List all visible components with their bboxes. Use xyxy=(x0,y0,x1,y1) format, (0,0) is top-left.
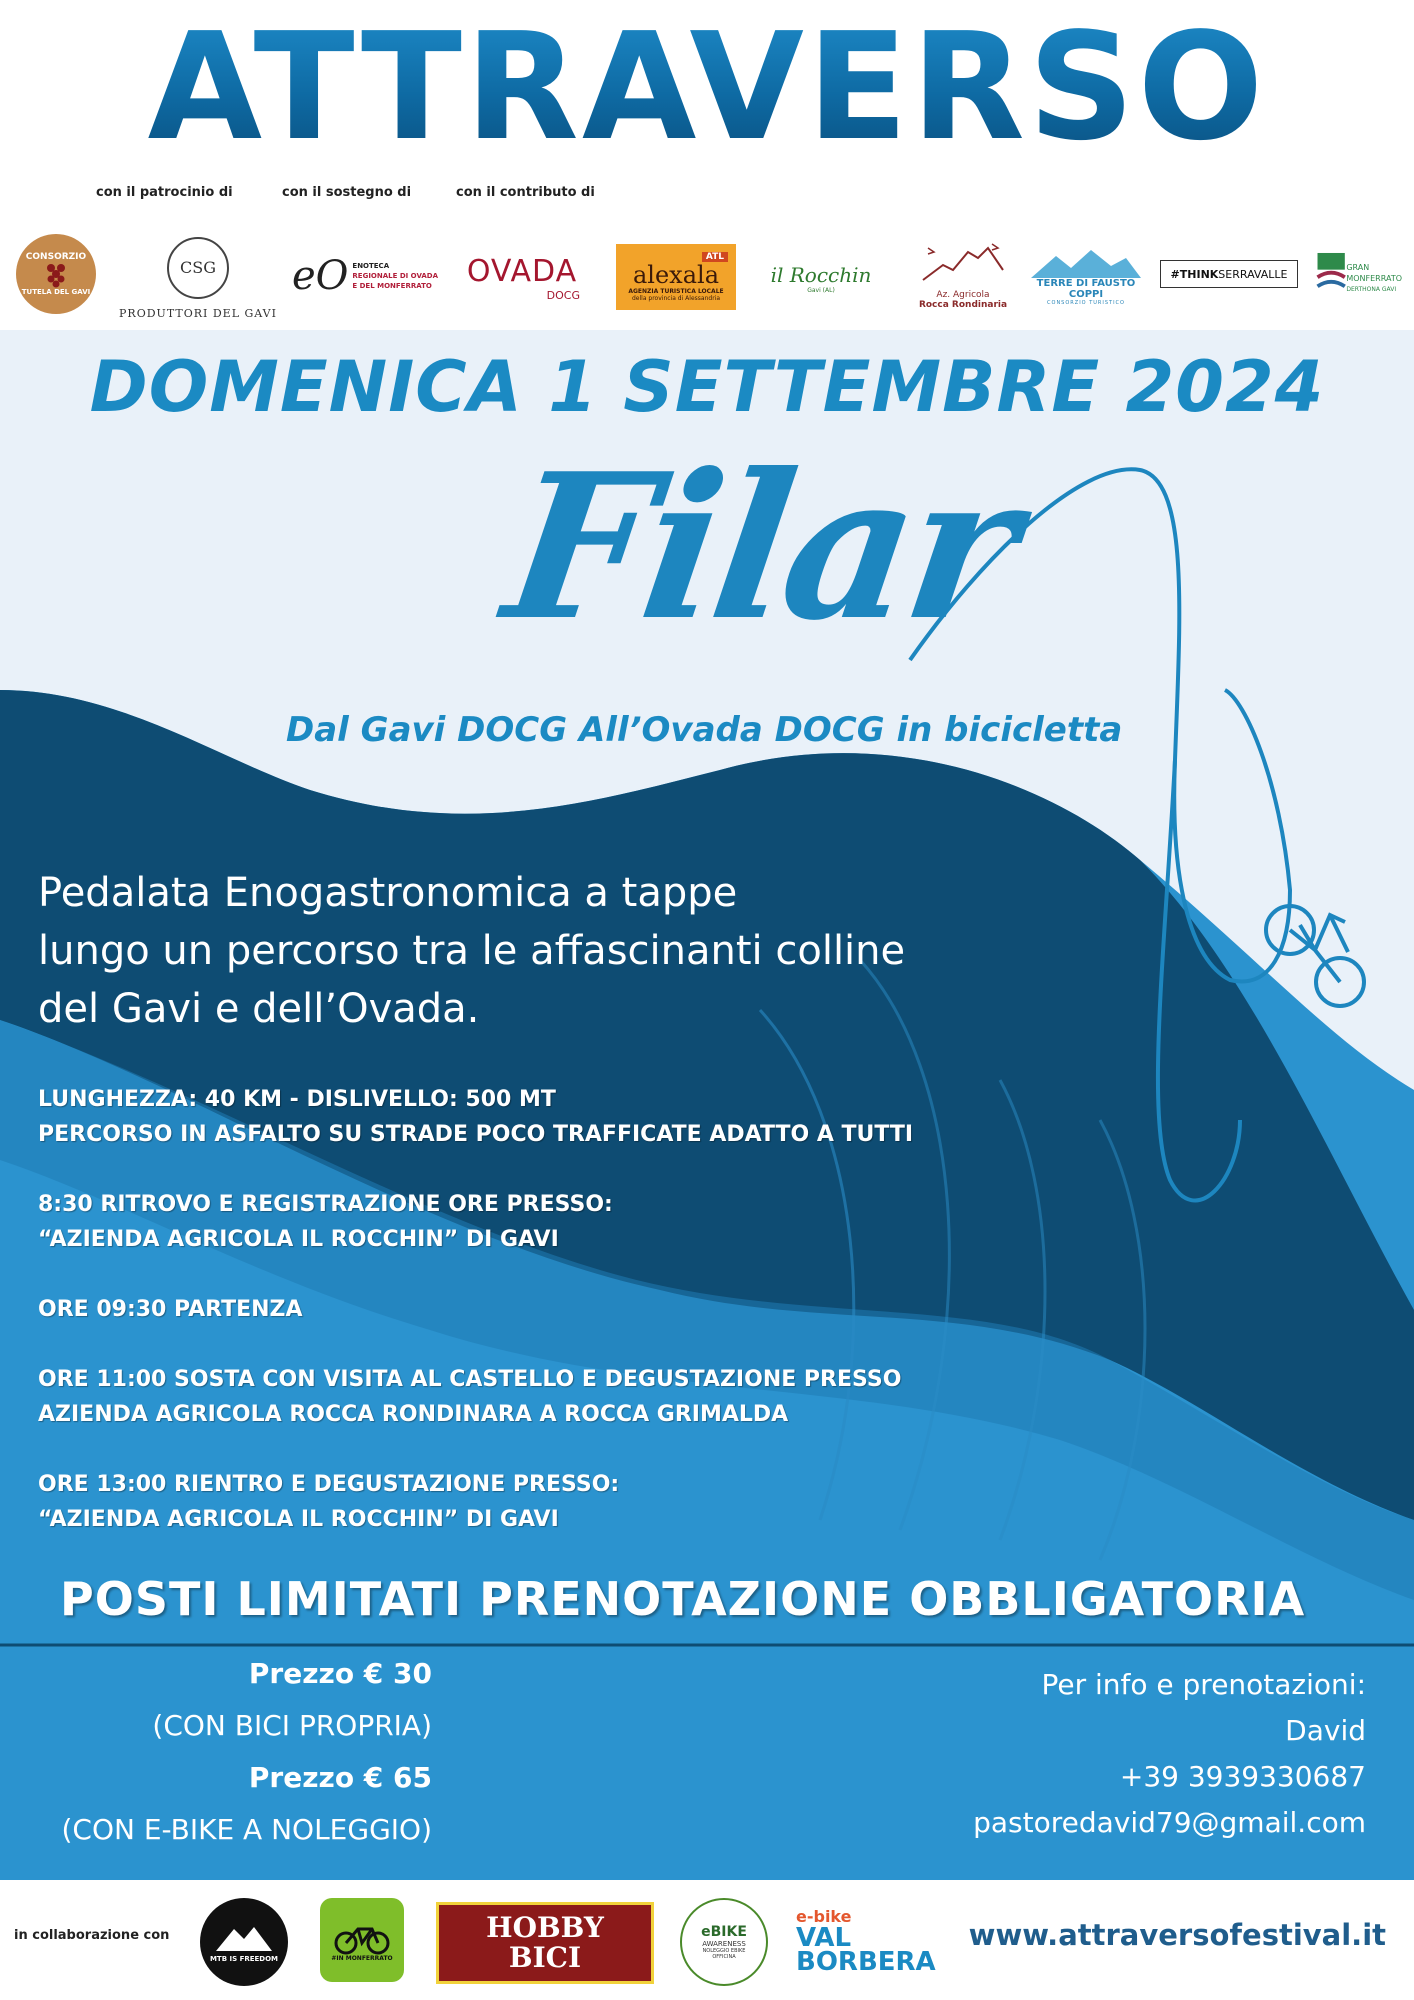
detail-meeting-place: “AZIENDA AGRICOLA IL ROCCHIN” DI GAVI xyxy=(38,1227,559,1252)
ovada-name: OVADA xyxy=(466,254,578,289)
contact-email[interactable]: pastoredavid79@gmail.com xyxy=(973,1806,1366,1839)
ebike-awareness-logo xyxy=(680,1898,768,1986)
enoteca-mark: eO xyxy=(291,253,349,299)
intro-line: lungo un percorso tra le affascinanti colline xyxy=(38,928,906,974)
rondinaria-logo xyxy=(908,230,1018,320)
granmonferrato-line2: MONFERRATO xyxy=(1346,273,1402,283)
contact-block xyxy=(846,1662,1366,1846)
rocchin-name: il Rocchin xyxy=(770,262,872,287)
event-subtitle: Dal Gavi DOCG All’Ovada DOCG in bicicletta xyxy=(286,710,1123,750)
mtb-logo xyxy=(200,1898,288,1986)
castle-icon xyxy=(918,240,1008,290)
price-block xyxy=(12,1648,432,1856)
alexala-tag: ATL xyxy=(702,252,728,262)
detail-route: PERCORSO IN ASFALTO SU STRADE POCO TRAFFICATE ADATTO A TUTTI xyxy=(38,1122,914,1147)
alexala-name: alexala xyxy=(632,261,719,289)
festival-title: ATTRAVERSO xyxy=(0,6,1414,169)
patrocinio-label: con il patrocinio di xyxy=(96,185,233,200)
contact-name: David xyxy=(1285,1714,1366,1747)
rocchin-logo xyxy=(756,258,886,298)
serravalle-name: SERRAVALLE xyxy=(1218,267,1288,281)
granmonferrato-line1: GRAN xyxy=(1346,262,1370,272)
detail-meeting: 8:30 RITROVO E REGISTRAZIONE ORE PRESSO: xyxy=(38,1192,613,1217)
ebike-aw-line4: OFFICINA xyxy=(712,1954,736,1960)
mountain-bike-icon xyxy=(214,1921,274,1955)
detail-stop-place: AZIENDA AGRICOLA ROCCA RONDINARA A ROCCA GRIMALDA xyxy=(38,1402,789,1427)
consorzio-logo xyxy=(16,234,96,314)
price-own-bike: Prezzo € 30 xyxy=(248,1657,432,1690)
contributo-label: con il contributo di xyxy=(456,185,595,200)
hobby-line1: HOBBY xyxy=(486,1911,604,1944)
granmonferrato-line3: DERTHONA GAVI xyxy=(1346,285,1397,293)
detail-length: LUNGHEZZA: 40 KM - DISLIVELLO: 500 MT xyxy=(38,1087,556,1112)
ebike-aw-line3: NOLEGGIO EBIKE xyxy=(702,1948,746,1954)
rondinaria-line1: Az. Agricola xyxy=(936,290,990,300)
landscape-icon xyxy=(1316,243,1346,313)
event-details xyxy=(38,1082,1018,1537)
monferrato-bike-logo xyxy=(320,1898,404,1982)
granmonferrato-logo xyxy=(1316,238,1402,318)
event-name: Filar xyxy=(493,430,1026,665)
valborbera-line2: VAL xyxy=(796,1922,852,1953)
alexala-logo xyxy=(616,244,736,310)
coppi-sub: CONSORZIO TURISTICO xyxy=(1047,300,1125,306)
monferrato-label: #IN MONFERRATO xyxy=(331,1954,393,1962)
price-ebike: Prezzo € 65 xyxy=(248,1761,432,1794)
hobby-line2: BICI xyxy=(508,1941,582,1974)
ovada-logo xyxy=(452,248,592,308)
bicycle-icon xyxy=(332,1919,392,1955)
alexala-line2: della provincia di Alessandria xyxy=(632,295,720,302)
alexala-line1: AGENZIA TURISTICA LOCALE xyxy=(628,288,724,295)
serravalle-hash: #THINK xyxy=(1170,267,1219,281)
mtb-label: MTB IS FREEDOM xyxy=(209,1955,279,1963)
rocchin-sub: Gavi (AL) xyxy=(807,286,835,294)
contact-label: Per info e prenotazioni: xyxy=(1041,1668,1366,1701)
enoteca-line3: E DEL MONFERRATO xyxy=(352,282,432,290)
detail-return: ORE 13:00 RIENTRO E DEGUSTAZIONE PRESSO: xyxy=(38,1472,620,1497)
intro-line: Pedalata Enogastronomica a tappe xyxy=(38,870,738,916)
price-own-bike-note: (CON BICI PROPRIA) xyxy=(152,1709,432,1742)
collab-label: in collaborazione con xyxy=(14,1928,170,1943)
rondinaria-line2: Rocca Rondinaria xyxy=(918,300,1008,310)
footer xyxy=(0,1880,1414,2000)
valborbera-logo xyxy=(796,1900,992,1980)
sponsor-logos xyxy=(0,228,1414,328)
enoteca-line2: REGIONALE DI OVADA xyxy=(352,272,439,280)
grape-icon xyxy=(43,262,69,288)
contact-phone[interactable]: +39 3939330687 xyxy=(1119,1760,1366,1793)
enoteca-logo xyxy=(290,240,440,312)
consorzio-top: CONSORZIO xyxy=(25,252,87,262)
event-intro xyxy=(38,864,1078,1038)
serravalle-logo xyxy=(1160,260,1298,288)
ebike-aw-line2: AWARENESS xyxy=(702,1940,746,1948)
detail-stop: ORE 11:00 SOSTA CON VISITA AL CASTELLO E DEGUSTAZIONE PRESSO xyxy=(38,1367,902,1392)
event-date: DOMENICA 1 SETTEMBRE 2024 xyxy=(89,346,1325,428)
enoteca-line1: ENOTECA xyxy=(352,262,390,270)
valborbera-line1: e-bike xyxy=(796,1906,852,1926)
website-link[interactable]: www.attraversofestival.it xyxy=(968,1918,1386,1952)
coppi-name: TERRE DI FAUSTO COPPI xyxy=(1036,278,1136,300)
ovada-sub: DOCG xyxy=(546,289,580,302)
valborbera-line3: BORBERA xyxy=(796,1946,936,1977)
produttori-label: PRODUTTORI DEL GAVI xyxy=(119,306,277,320)
price-ebike-note: (CON E-BIKE A NOLEGGIO) xyxy=(61,1813,432,1846)
intro-line: del Gavi e dell’Ovada. xyxy=(38,986,480,1032)
hobby-bici-logo xyxy=(436,1902,654,1984)
produttori-logo xyxy=(118,232,278,324)
mountains-icon xyxy=(1031,248,1141,278)
sostegno-label: con il sostegno di xyxy=(282,185,412,200)
booking-notice: POSTI LIMITATI PRENOTAZIONE OBBLIGATORIA xyxy=(60,1572,1306,1626)
detail-departure: ORE 09:30 PARTENZA xyxy=(38,1297,303,1322)
consorzio-bottom: TUTELA DEL GAVI xyxy=(21,288,91,296)
coppi-logo xyxy=(1026,242,1146,312)
ebike-aw-line1: eBIKE xyxy=(701,1924,747,1940)
detail-return-place: “AZIENDA AGRICOLA IL ROCCHIN” DI GAVI xyxy=(38,1507,559,1532)
csg-seal: CSG xyxy=(167,237,229,299)
